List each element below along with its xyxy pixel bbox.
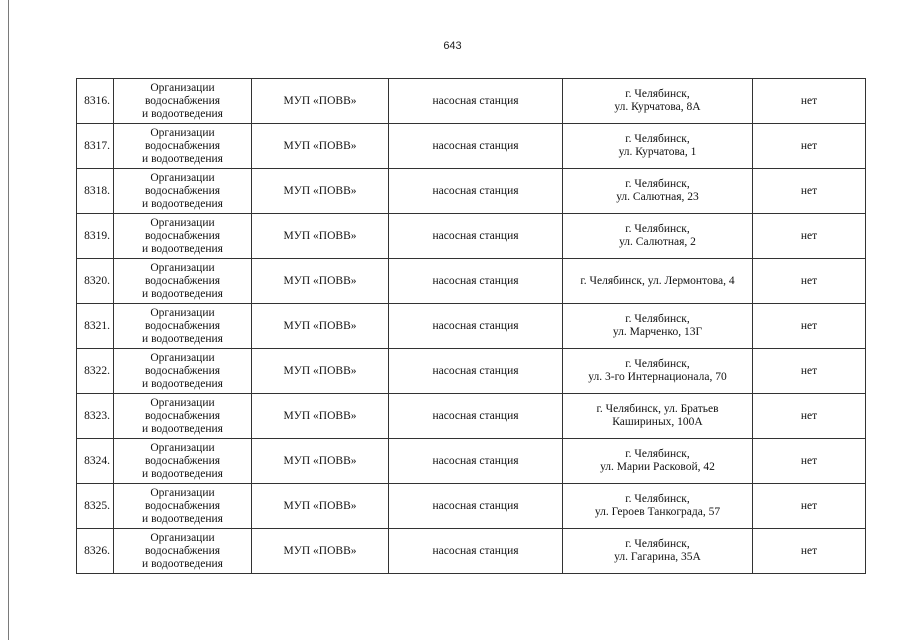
organization-type-line: Организации: [150, 351, 215, 364]
object-type-cell: насосная станция: [389, 79, 563, 124]
organization-type-cell: [114, 304, 252, 349]
row-number-cell: 8317.: [77, 124, 114, 169]
organization-type-cell: [114, 484, 252, 529]
organization-type-line: и водоотведения: [142, 467, 223, 480]
address-cell: [563, 169, 753, 214]
organization-type-cell: [114, 169, 252, 214]
organization-type-line: и водоотведения: [142, 332, 223, 345]
table-row: [77, 304, 866, 349]
organization-type-line: и водоотведения: [142, 152, 223, 165]
address-line: г. Челябинск, ул. Лермонтова, 4: [580, 274, 735, 287]
organization-type-cell: [114, 394, 252, 439]
address-cell: [563, 304, 753, 349]
address-line: г. Челябинск,: [625, 493, 690, 505]
object-type-cell: насосная станция: [389, 394, 563, 439]
flag-cell: нет: [753, 79, 866, 124]
organization-type-line: Организации: [150, 216, 215, 229]
object-type-cell: насосная станция: [389, 349, 563, 394]
company-cell: МУП «ПОВВ»: [252, 169, 389, 214]
object-type-cell: насосная станция: [389, 439, 563, 484]
organization-type-cell: [114, 124, 252, 169]
table-row: [77, 79, 866, 124]
flag-cell: нет: [753, 529, 866, 574]
address-cell: [563, 124, 753, 169]
company-cell: МУП «ПОВВ»: [252, 394, 389, 439]
organization-type-line: водоснабжения: [144, 139, 221, 152]
address-line: г. Челябинск,: [625, 223, 690, 235]
organization-type-line: и водоотведения: [142, 197, 223, 210]
organization-type-line: Организации: [150, 261, 215, 274]
address-line: ул. Марии Расковой, 42: [600, 461, 715, 473]
row-number-cell: 8325.: [77, 484, 114, 529]
row-number-cell: 8319.: [77, 214, 114, 259]
table-row: [77, 394, 866, 439]
object-type-cell: насосная станция: [389, 259, 563, 304]
address-line: г. Челябинск,: [625, 313, 690, 325]
address-line: г. Челябинск,: [625, 538, 690, 550]
address-cell: [563, 79, 753, 124]
registry-table-body: [77, 79, 866, 574]
table-row: [77, 484, 866, 529]
organization-type-line: водоснабжения: [144, 274, 221, 287]
address-line: г. Челябинск,: [625, 88, 690, 100]
company-cell: МУП «ПОВВ»: [252, 124, 389, 169]
organization-type-line: и водоотведения: [142, 242, 223, 255]
company-cell: МУП «ПОВВ»: [252, 214, 389, 259]
address-line: ул. Гагарина, 35А: [614, 551, 701, 563]
organization-type-line: Организации: [150, 486, 215, 499]
flag-cell: нет: [753, 484, 866, 529]
row-number-cell: 8316.: [77, 79, 114, 124]
row-number-cell: 8322.: [77, 349, 114, 394]
organization-type-cell: [114, 439, 252, 484]
organization-type-line: водоснабжения: [144, 229, 221, 242]
address-line: г. Челябинск, ул. Братьев: [596, 403, 719, 415]
table-row: [77, 214, 866, 259]
address-line: ул. Салютная, 23: [616, 191, 699, 203]
flag-cell: нет: [753, 124, 866, 169]
flag-cell: нет: [753, 394, 866, 439]
flag-cell: нет: [753, 169, 866, 214]
organization-type-line: Организации: [150, 306, 215, 319]
organization-type-line: и водоотведения: [142, 107, 223, 120]
object-type-cell: насосная станция: [389, 529, 563, 574]
company-cell: МУП «ПОВВ»: [252, 304, 389, 349]
row-number-cell: 8323.: [77, 394, 114, 439]
company-cell: МУП «ПОВВ»: [252, 484, 389, 529]
company-cell: МУП «ПОВВ»: [252, 529, 389, 574]
row-number-cell: 8321.: [77, 304, 114, 349]
organization-type-cell: [114, 259, 252, 304]
flag-cell: нет: [753, 349, 866, 394]
address-line: г. Челябинск,: [625, 358, 690, 370]
organization-type-line: водоснабжения: [144, 94, 221, 107]
organization-type-line: водоснабжения: [144, 454, 221, 467]
address-line: ул. Курчатова, 8А: [614, 101, 701, 113]
row-number-cell: 8320.: [77, 259, 114, 304]
address-cell: [563, 259, 753, 304]
table-row: [77, 259, 866, 304]
object-type-cell: насосная станция: [389, 124, 563, 169]
address-line: г. Челябинск,: [625, 133, 690, 145]
row-number-cell: 8318.: [77, 169, 114, 214]
company-cell: МУП «ПОВВ»: [252, 79, 389, 124]
object-type-cell: насосная станция: [389, 304, 563, 349]
organization-type-line: водоснабжения: [144, 409, 221, 422]
organization-type-cell: [114, 79, 252, 124]
table-row: [77, 439, 866, 484]
address-cell: [563, 484, 753, 529]
organization-type-line: и водоотведения: [142, 287, 223, 300]
organization-type-line: Организации: [150, 81, 215, 94]
organization-type-line: и водоотведения: [142, 557, 223, 570]
row-number-cell: 8326.: [77, 529, 114, 574]
table-row: [77, 529, 866, 574]
page-left-edge: [8, 0, 9, 640]
company-cell: МУП «ПОВВ»: [252, 439, 389, 484]
object-type-cell: насосная станция: [389, 169, 563, 214]
address-cell: [563, 349, 753, 394]
address-line: ул. Курчатова, 1: [618, 146, 697, 158]
address-line: г. Челябинск,: [625, 448, 690, 460]
organization-type-line: водоснабжения: [144, 499, 221, 512]
organization-type-line: Организации: [150, 126, 215, 139]
flag-cell: нет: [753, 304, 866, 349]
organization-type-cell: [114, 214, 252, 259]
row-number-cell: 8324.: [77, 439, 114, 484]
table-row: [77, 169, 866, 214]
address-line: Кашириных, 100А: [612, 416, 703, 428]
organization-type-line: Организации: [150, 171, 215, 184]
flag-cell: нет: [753, 214, 866, 259]
organization-type-line: и водоотведения: [142, 377, 223, 390]
organization-type-line: водоснабжения: [144, 364, 221, 377]
address-cell: [563, 439, 753, 484]
object-type-cell: насосная станция: [389, 214, 563, 259]
address-cell: [563, 214, 753, 259]
address-cell: [563, 394, 753, 439]
company-cell: МУП «ПОВВ»: [252, 259, 389, 304]
organization-type-line: водоснабжения: [144, 184, 221, 197]
flag-cell: нет: [753, 439, 866, 484]
organization-type-line: Организации: [150, 441, 215, 454]
table-row: [77, 349, 866, 394]
flag-cell: нет: [753, 259, 866, 304]
address-line: ул. Салютная, 2: [619, 236, 696, 248]
organization-type-cell: [114, 529, 252, 574]
organization-type-line: водоснабжения: [144, 319, 221, 332]
object-type-cell: насосная станция: [389, 484, 563, 529]
address-line: ул. Марченко, 13Г: [612, 326, 703, 338]
registry-table: [76, 78, 866, 574]
company-cell: МУП «ПОВВ»: [252, 349, 389, 394]
page-number: 643: [443, 40, 462, 52]
address-line: ул. 3-го Интернационала, 70: [588, 371, 727, 383]
organization-type-line: Организации: [150, 531, 215, 544]
organization-type-cell: [114, 349, 252, 394]
address-cell: [563, 529, 753, 574]
organization-type-line: водоснабжения: [144, 544, 221, 557]
organization-type-line: и водоотведения: [142, 512, 223, 525]
address-line: г. Челябинск,: [625, 178, 690, 190]
organization-type-line: и водоотведения: [142, 422, 223, 435]
table-row: [77, 124, 866, 169]
address-line: ул. Героев Танкограда, 57: [594, 506, 721, 518]
organization-type-line: Организации: [150, 396, 215, 409]
